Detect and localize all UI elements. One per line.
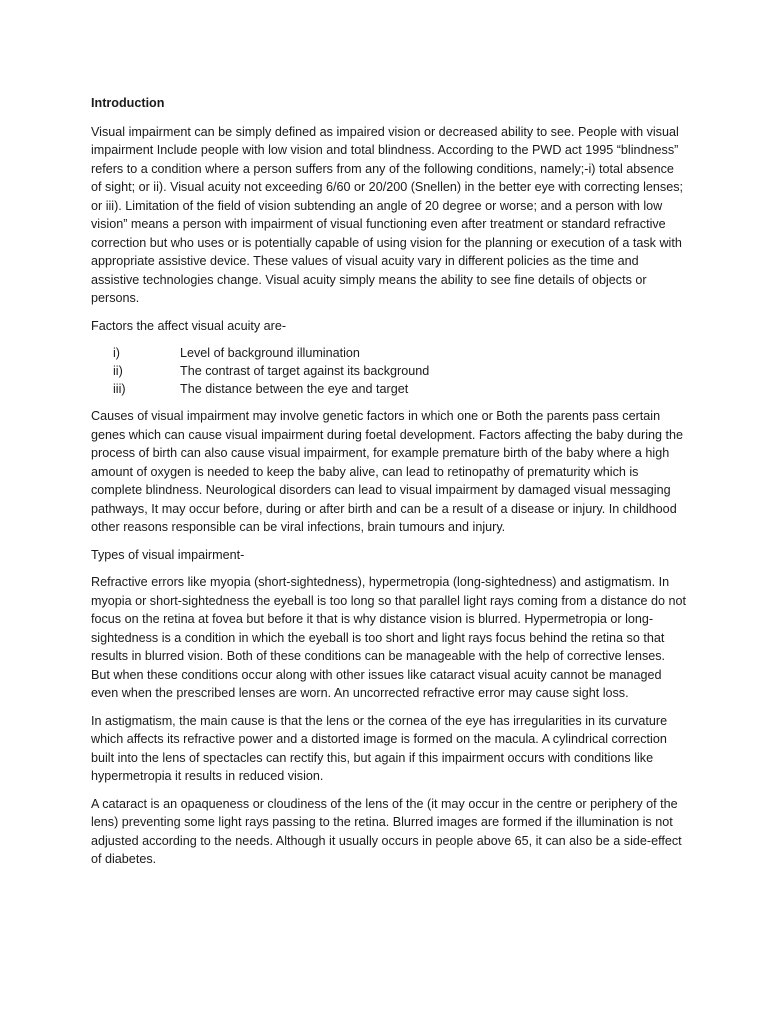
list-item bbox=[91, 380, 687, 398]
astigmatism-paragraph: In astigmatism, the main cause is that the lens or the cornea of the eye has irregularities in its curvature which affects its refractive power and a distorted image is formed on the macula. A cylindrical correction built into the lens of spectacles can rectify this, but again if this impairment occurs with conditions like hypermetropia it results in reduced vision. bbox=[91, 713, 668, 783]
cataract-paragraph: A cataract is an opaqueness or cloudiness of the lens of the (it may occur in the centre or periphery of the lens) preventing some light rays passing to the retina. Blurred images are formed if the illumination is not adjusted according to the needs. Although it usually occurs in people above 65, it can also be a side-effect of diabetes. bbox=[91, 796, 682, 866]
list-item-text: The contrast of target against its background bbox=[180, 364, 430, 378]
list-item bbox=[91, 344, 687, 362]
causes-paragraph: Causes of visual impairment may involve genetic factors in which one or Both the parents pass certain genes which can cause visual impairment during foetal development. Factors affecting the baby during the process of birth can also cause visual impairment, for example premature birth of the baby where a high amount of oxygen is needed to keep the baby alive, can lead to retinopathy of prematurity which is complete blindness. Neurological disorders can lead to visual impairment by damaged visual messaging pathways, It may occur before, during or after birth and can be a result of a disease or injury. In childhood other reasons responsible can be viral infections, brain tumours and injury. bbox=[91, 409, 684, 534]
list-item-text: Level of background illumination bbox=[180, 346, 360, 360]
list-item-number: ii) bbox=[113, 364, 123, 378]
intro-paragraph: Visual impairment can be simply defined as impaired vision or decreased ability to see. People with visual impairment Include people with low vision and total blindness. According to the PWD act 1995 “blindness” refers to a condition where a person suffers from any of the following conditions, namely;-i) total absence of sight; or ii). Visual acuity not exceeding 6/60 or 20/200 (Snellen) in the better eye with correcting lenses; or iii). Limitation of the field of vision subtending an angle of 20 degree or worse; and a person with low vision” means a person with impairment of visual functioning even after treatment or standard refractive correction but who uses or is potentially capable of using vision for the planning or execution of a task with appropriate assistive device. These values of visual acuity vary in different policies as the time and assistive technologies change. Visual acuity simply means the ability to see fine details of objects or persons. bbox=[91, 124, 684, 305]
factors-title: Factors the affect visual acuity are- bbox=[91, 318, 287, 333]
document-page bbox=[91, 94, 687, 878]
list-item bbox=[91, 362, 687, 380]
list-item-number: i) bbox=[113, 346, 120, 360]
refractive-errors-paragraph: Refractive errors like myopia (short-sightedness), hypermetropia (long-sightedness) and astigmatism. In myopia or short-sightedness the eyeball is too long so that parallel light rays coming from a distance do not focus on the retina at fovea but before it that is why distance vision is blurred. Hypermetropia or long-sightedness is a condition in which the eyeball is too short and light rays focus behind the retina so that results in blurred vision. Both of these conditions can be manageable with the help of corrective lenses. But when these conditions occur along with other issues like cataract visual acuity cannot be managed even when the prescribed lenses are worn. An uncorrected refractive error may cause sight loss. bbox=[91, 575, 687, 700]
list-item-text: The distance between the eye and target bbox=[180, 382, 409, 396]
section-heading: Introduction bbox=[91, 96, 165, 110]
list-item-number: iii) bbox=[113, 382, 126, 396]
factors-list bbox=[91, 344, 687, 398]
types-title: Types of visual impairment- bbox=[91, 547, 245, 562]
